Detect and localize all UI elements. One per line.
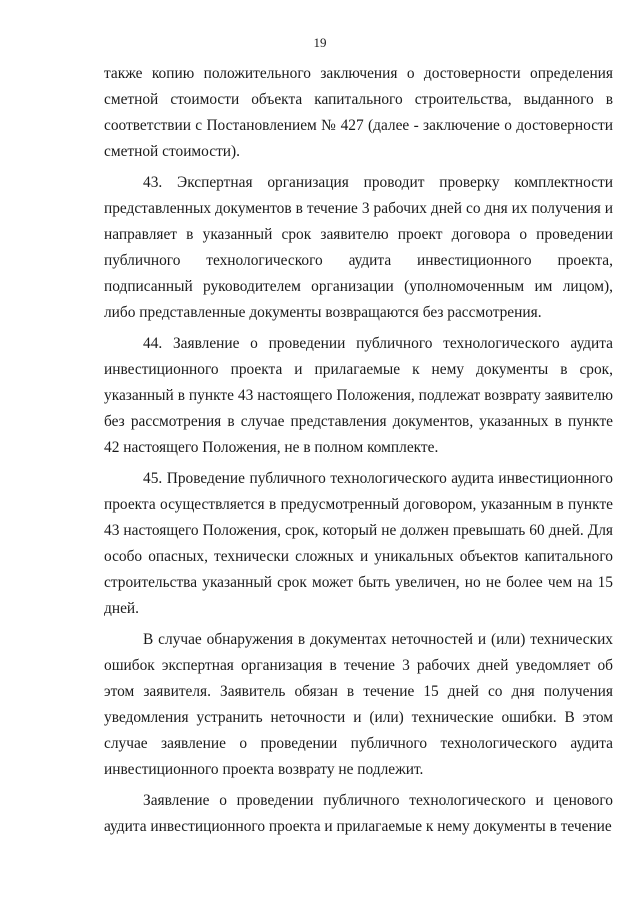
paragraph-item-45: 45. Проведение публичного технологического аудита инвестиционного проекта осуществляется в предусмотренный договором, указанным в пункте 43 настоящего Положения, срок, который не должен превышать 60 дней. Для особо опасных, технически сложных и уникальных объектов капитального строительства указанный срок может быть увеличен, но не более чем на 15 дней. (104, 470, 613, 617)
paragraph-errors-notice: В случае обнаружения в документах неточностей и (или) технических ошибок экспертная организация в течение 3 рабочих дней уведомляет об этом заявителя. Заявитель обязан в течение 15 дней со дня получения уведомления устранить неточности и (или) технические ошибки. В этом случае заявление о проведении публичного технологического аудита инвестиционного проекта возврату не подлежит. (104, 631, 613, 778)
page-number: 19 (313, 35, 327, 50)
document-body (104, 61, 613, 840)
paragraph-continuation: также копию положительного заключения о достоверности определения сметной стоимости объекта капитального строительства, выданного в соответствии с Постановлением № 427 (далее - заключение о достоверности сметной стоимости). (104, 65, 613, 160)
paragraph-price-audit: Заявление о проведении публичного технологического и ценового аудита инвестиционного проекта и прилагаемые к нему документы в течение (104, 792, 613, 836)
paragraph-item-43: 43. Экспертная организация проводит проверку комплектности представленных документов в течение 3 рабочих дней со дня их получения и направляет в указанный срок заявителю проект договора о проведении публичного технологического аудита инвестиционного проекта, подписанный руководителем организации (уполномоченным им лицом), либо представленные документы возвращаются без рассмотрения. (104, 174, 613, 321)
paragraph-item-44: 44. Заявление о проведении публичного технологического аудита инвестиционного проекта и прилагаемые к нему документы в срок, указанный в пункте 43 настоящего Положения, подлежат возврату заявителю без рассмотрения в случае представления документов, указанных в пункте 42 настоящего Положения, не в полном комплекте. (104, 335, 613, 456)
